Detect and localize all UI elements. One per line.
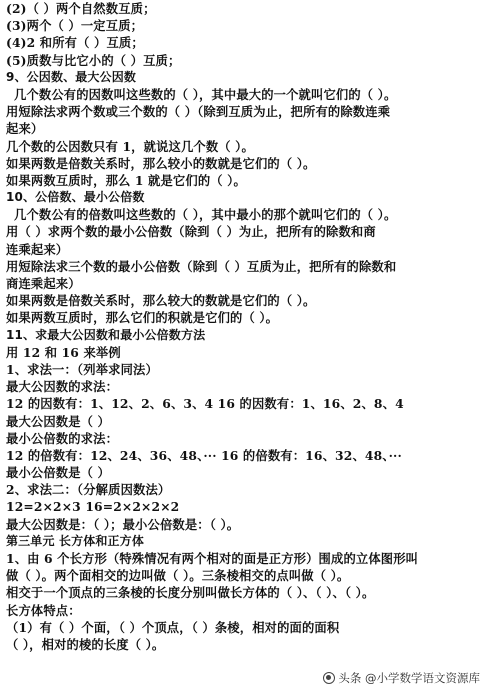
text-line: (3)两个（ ）一定互质； bbox=[6, 18, 144, 34]
text-line: 相交于一个顶点的三条棱的长度分别叫做长方体的（ ）、（ ）、（ ）。 bbox=[6, 585, 375, 601]
text-line: 2、求法二：（分解质因数法） bbox=[6, 482, 171, 498]
logo-icon bbox=[323, 672, 335, 684]
text-line: 如果两数是倍数关系时，那么较小的数就是它们的（ ）。 bbox=[6, 155, 316, 171]
text-line: 最大公因数是：（ ）；最小公倍数是：（ ）。 bbox=[6, 516, 240, 532]
text-line: （ ），相对的棱的长度（ ）。 bbox=[6, 636, 165, 652]
text-line: 连乘起来） bbox=[6, 241, 69, 257]
text-line: 起来） bbox=[6, 121, 44, 137]
text-line: (5)质数与比它小的（ ）互质； bbox=[6, 52, 181, 68]
text-line: 如果两数互质时，那么 1 就是它们的（ ）。 bbox=[6, 172, 246, 188]
text-line: (2)（ ）两个自然数互质； bbox=[6, 1, 156, 16]
text-line: （1）有（ ）个面，（ ）个顶点，（ ）条棱，相对的面的面积 bbox=[6, 619, 340, 635]
text-line: 长方体特点： bbox=[6, 602, 81, 618]
text-line: 商连乘起来） bbox=[6, 276, 81, 291]
text-line: 1、求法一：（列举求同法） bbox=[6, 361, 158, 377]
text-line: 几个数公有的因数叫这些数的（ ），其中最大的一个就叫它们的（ ）。 bbox=[14, 86, 397, 102]
text-line: 用短除法求两个数或三个数的（ ）（除到互质为止，把所有的除数连乘 bbox=[6, 104, 391, 120]
text-line: 最大公因数的求法： bbox=[6, 379, 119, 395]
text-line: 如果两数互质时，那么它们的积就是它们的（ ）。 bbox=[6, 310, 279, 326]
text-line: 12 的倍数有：12、24、36、48、··· 16 的倍数有：16、32、48、··· bbox=[6, 447, 402, 463]
text-line: 12=2×2×3 16=2×2×2×2 bbox=[6, 499, 180, 515]
text-line: 用（ ）求两个数的最小公倍数（除到（ ）为止，把所有的除数和商 bbox=[6, 224, 376, 240]
watermark-text: 头条 @小学数学语文资源库 bbox=[338, 671, 480, 685]
text-line: 12 的因数有：1、12、2、6、3、4 16 的因数有：1、16、2、8、4 bbox=[6, 396, 404, 412]
section-heading: 10、公倍数、最小公倍数 bbox=[6, 190, 145, 205]
text-line: 最大公因数是（ ） bbox=[6, 413, 111, 429]
text-line: 几个数的公因数只有 1，就说这几个数（ ）。 bbox=[6, 138, 254, 154]
document-page bbox=[6, 0, 486, 653]
text-line: 用 12 和 16 来举例 bbox=[6, 344, 121, 360]
section-heading: 9、公因数、最大公因数 bbox=[6, 69, 137, 84]
text-line: 最小公倍数是（ ） bbox=[6, 465, 111, 481]
unit-heading: 第三单元 长方体和正方体 bbox=[6, 533, 144, 548]
text-line: 几个数公有的倍数叫这些数的（ ），其中最小的那个就叫它们的（ ）。 bbox=[14, 207, 397, 223]
watermark bbox=[320, 669, 483, 687]
text-line: 1、由 6 个长方形（特殊情况有两个相对的面是正方形）围成的立体图形叫 bbox=[6, 551, 419, 566]
text-line: 最小公倍数的求法： bbox=[6, 430, 119, 446]
text-line: 如果两数是倍数关系时，那么较大的数就是它们的（ ）。 bbox=[6, 293, 316, 309]
text-line: 用短除法求三个数的最小公倍数（除到（ ）互质为止，把所有的除数和 bbox=[6, 258, 397, 274]
text-line: (4)2 和所有（ ）互质； bbox=[6, 35, 144, 51]
text-line: 做（ ）。两个面相交的边叫做（ ）。三条棱相交的点叫做（ ）。 bbox=[6, 568, 350, 584]
section-heading: 11、求最大公因数和最小公倍数方法 bbox=[6, 327, 206, 342]
